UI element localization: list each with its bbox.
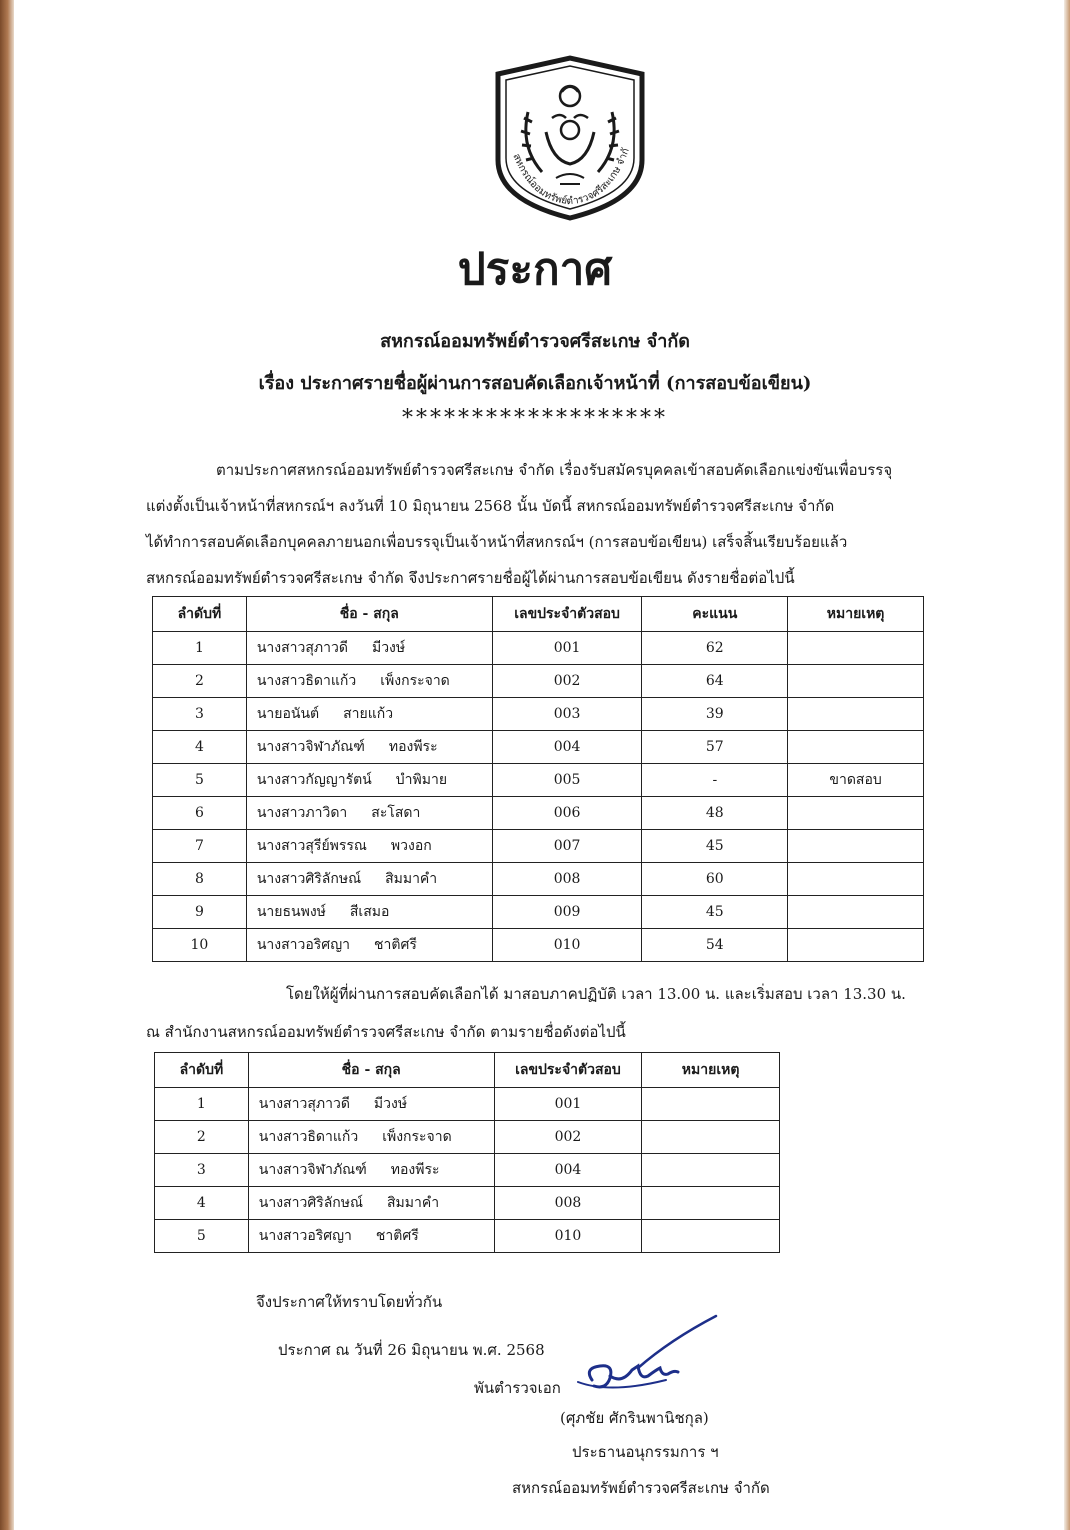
intro-line-3: ได้ทำการสอบคัดเลือกบุคคลภายนอกเพื่อบรรจุเป็นเจ้าหน้าที่สหกรณ์ฯ (การสอบข้อเขียน) เสร็จสิ้นเรียบร้อยแล้ว <box>146 533 848 551</box>
table-row <box>153 632 924 665</box>
row-surname: เพ็งกระจาด <box>382 1129 452 1145</box>
table-row <box>155 1220 780 1253</box>
row-score: 48 <box>642 797 788 830</box>
row-note <box>642 1187 780 1220</box>
row-full-name <box>246 698 492 731</box>
practical-line-1: โดยให้ผู้ที่ผ่านการสอบคัดเลือกได้ มาสอบภาคปฏิบัติ เวลา 13.00 น. และเริ่มสอบ เวลา 13.30 น. <box>286 985 906 1003</box>
row-exam-id: 009 <box>492 896 642 929</box>
cooperative-seal <box>490 52 650 224</box>
row-note <box>788 830 924 863</box>
table-row <box>155 1187 780 1220</box>
row-surname: สายแก้ว <box>343 706 394 722</box>
header-exam-id: เลขประจำตัวสอบ <box>492 597 642 632</box>
table-row <box>153 698 924 731</box>
header-note: หมายเหตุ <box>642 1053 780 1088</box>
row-full-name <box>246 830 492 863</box>
table-row <box>153 764 924 797</box>
row-no: 5 <box>153 764 247 797</box>
row-note <box>642 1088 780 1121</box>
row-note <box>788 665 924 698</box>
row-full-name <box>248 1121 494 1154</box>
row-exam-id: 002 <box>494 1121 642 1154</box>
practical-exam-table <box>154 1052 780 1253</box>
header-score: คะแนน <box>642 597 788 632</box>
table-row <box>153 929 924 962</box>
row-surname: สิมมาคำ <box>385 871 438 887</box>
row-first-name: นางสาวสุรีย์พรรณ <box>256 838 367 854</box>
handwritten-signature <box>570 1310 730 1400</box>
row-no: 5 <box>155 1220 249 1253</box>
row-full-name <box>246 797 492 830</box>
signer-organization: สหกรณ์ออมทรัพย์ตำรวจศรีสะเกษ จำกัด <box>512 1479 770 1497</box>
row-no: 1 <box>155 1088 249 1121</box>
row-note <box>642 1154 780 1187</box>
row-score: 60 <box>642 863 788 896</box>
table-row <box>155 1154 780 1187</box>
row-no: 2 <box>155 1121 249 1154</box>
row-exam-id: 010 <box>492 929 642 962</box>
header-note: หมายเหตุ <box>788 597 924 632</box>
row-exam-id: 001 <box>494 1088 642 1121</box>
row-first-name: นายธนพงษ์ <box>256 904 326 920</box>
row-first-name: นางสาวสุภาวดี <box>258 1096 350 1112</box>
row-no: 1 <box>153 632 247 665</box>
table-header-row <box>155 1053 780 1088</box>
practical-line-2: ณ สำนักงานสหกรณ์ออมทรัพย์ตำรวจศรีสะเกษ จำกัด ตามรายชื่อดังต่อไปนี้ <box>146 1023 626 1041</box>
row-surname: สีเสมอ <box>349 904 390 920</box>
row-surname: สะโสดา <box>371 805 421 821</box>
table-row <box>153 665 924 698</box>
row-score: - <box>642 764 788 797</box>
row-no: 7 <box>153 830 247 863</box>
row-full-name <box>246 896 492 929</box>
row-first-name: นางสาวศิริลักษณ์ <box>258 1195 363 1211</box>
row-no: 9 <box>153 896 247 929</box>
row-full-name <box>246 632 492 665</box>
row-first-name: นายอนันต์ <box>256 706 320 722</box>
row-no: 3 <box>153 698 247 731</box>
row-score: 64 <box>642 665 788 698</box>
row-exam-id: 003 <box>492 698 642 731</box>
row-no: 10 <box>153 929 247 962</box>
row-surname: มีวงษ์ <box>371 640 406 656</box>
row-note <box>788 929 924 962</box>
table-row <box>155 1088 780 1121</box>
row-score: 39 <box>642 698 788 731</box>
row-exam-id: 007 <box>492 830 642 863</box>
table-header-row <box>153 597 924 632</box>
row-exam-id: 008 <box>492 863 642 896</box>
row-first-name: นางสาวภาวิดา <box>256 805 348 821</box>
star-divider: ******************* <box>402 406 668 431</box>
row-first-name: นางสาวธิดาแก้ว <box>258 1129 359 1145</box>
row-first-name: นางสาวอริศญา <box>256 937 350 953</box>
intro-line-2: แต่งตั้งเป็นเจ้าหน้าที่สหกรณ์ฯ ลงวันที่ 10 มิถุนายน 2568 นั้น บัดนี้ สหกรณ์ออมทรัพย์ตำรวจศรีสะเกษ จำกัด <box>146 497 835 515</box>
closing-notice: จึงประกาศให้ทราบโดยทั่วกัน <box>256 1293 443 1311</box>
row-exam-id: 004 <box>492 731 642 764</box>
row-note <box>788 731 924 764</box>
header-exam-id: เลขประจำตัวสอบ <box>494 1053 642 1088</box>
row-exam-id: 010 <box>494 1220 642 1253</box>
page-edge-left <box>0 0 14 1530</box>
seal-icon <box>490 52 650 224</box>
row-note <box>788 698 924 731</box>
row-surname: พวงอก <box>390 838 432 854</box>
table-row <box>153 830 924 863</box>
row-note <box>788 797 924 830</box>
row-full-name <box>246 863 492 896</box>
written-exam-results-table <box>152 596 924 962</box>
header-no: ลำดับที่ <box>155 1053 249 1088</box>
row-no: 2 <box>153 665 247 698</box>
row-surname: สิมมาคำ <box>387 1195 440 1211</box>
row-full-name <box>246 929 492 962</box>
row-note <box>642 1121 780 1154</box>
table-row <box>153 797 924 830</box>
row-surname: ทองพีระ <box>390 1162 440 1178</box>
page-title: ประกาศ <box>457 244 613 295</box>
intro-line-4: สหกรณ์ออมทรัพย์ตำรวจศรีสะเกษ จำกัด จึงประกาศรายชื่อผู้ได้ผ่านการสอบข้อเขียน ดังรายชื่อต่อไปนี้ <box>146 569 795 587</box>
row-first-name: นางสาวธิดาแก้ว <box>256 673 357 689</box>
row-first-name: นางสาวกัญญารัตน์ <box>256 772 372 788</box>
row-exam-id: 006 <box>492 797 642 830</box>
table-row <box>153 731 924 764</box>
table-row <box>155 1121 780 1154</box>
row-full-name <box>248 1088 494 1121</box>
row-surname: ทองพีระ <box>388 739 438 755</box>
row-note <box>788 863 924 896</box>
row-full-name <box>246 731 492 764</box>
row-exam-id: 001 <box>492 632 642 665</box>
announcement-subject: เรื่อง ประกาศรายชื่อผู้ผ่านการสอบคัดเลือกเจ้าหน้าที่ (การสอบข้อเขียน) <box>258 373 812 394</box>
table-row <box>153 863 924 896</box>
row-no: 3 <box>155 1154 249 1187</box>
row-score: 45 <box>642 830 788 863</box>
row-score: 57 <box>642 731 788 764</box>
row-note <box>788 632 924 665</box>
header-no: ลำดับที่ <box>153 597 247 632</box>
row-surname: ชาติศรี <box>373 937 417 953</box>
signer-name: (ศุภชัย ศักรินพานิชกุล) <box>560 1409 709 1427</box>
row-score: 54 <box>642 929 788 962</box>
row-note: ขาดสอบ <box>788 764 924 797</box>
row-score: 45 <box>642 896 788 929</box>
signer-rank: พันตำรวจเอก <box>474 1379 561 1397</box>
organization-name: สหกรณ์ออมทรัพย์ตำรวจศรีสะเกษ จำกัด <box>380 331 690 352</box>
row-surname: มีวงษ์ <box>373 1096 408 1112</box>
row-no: 4 <box>153 731 247 764</box>
row-note <box>642 1220 780 1253</box>
row-surname: ชาติศรี <box>375 1228 419 1244</box>
row-exam-id: 005 <box>492 764 642 797</box>
announcement-date: ประกาศ ณ วันที่ 26 มิถุนายน พ.ศ. 2568 <box>278 1341 545 1359</box>
row-full-name <box>248 1220 494 1253</box>
row-first-name: นางสาวศิริลักษณ์ <box>256 871 362 887</box>
row-full-name <box>248 1154 494 1187</box>
row-full-name <box>246 665 492 698</box>
table-row <box>153 896 924 929</box>
row-first-name: นางสาวอริศญา <box>258 1228 352 1244</box>
row-surname: เพ็งกระจาด <box>380 673 450 689</box>
row-full-name <box>246 764 492 797</box>
header-name: ชื่อ - สกุล <box>246 597 492 632</box>
signer-position: ประธานอนุกรรมการ ฯ <box>572 1443 719 1461</box>
row-first-name: นางสาวสุภาวดี <box>256 640 348 656</box>
row-first-name: นางสาวจิฬาภัณฑ์ <box>256 739 365 755</box>
row-first-name: นางสาวจิฬาภัณฑ์ <box>258 1162 367 1178</box>
row-exam-id: 008 <box>494 1187 642 1220</box>
row-surname: บำพิมาย <box>395 772 448 788</box>
header-name: ชื่อ - สกุล <box>248 1053 494 1088</box>
row-no: 6 <box>153 797 247 830</box>
seal-text: สหกรณ์ออมทรัพย์ตำรวจศรีสะเกษ จำกั <box>510 146 632 208</box>
row-note <box>788 896 924 929</box>
row-no: 4 <box>155 1187 249 1220</box>
row-no: 8 <box>153 863 247 896</box>
row-score: 62 <box>642 632 788 665</box>
row-exam-id: 002 <box>492 665 642 698</box>
row-full-name <box>248 1187 494 1220</box>
row-exam-id: 004 <box>494 1154 642 1187</box>
intro-line-1: ตามประกาศสหกรณ์ออมทรัพย์ตำรวจศรีสะเกษ จำกัด เรื่องรับสมัครบุคคลเข้าสอบคัดเลือกแข่งขันเพื่อบรรจุ <box>216 461 893 479</box>
